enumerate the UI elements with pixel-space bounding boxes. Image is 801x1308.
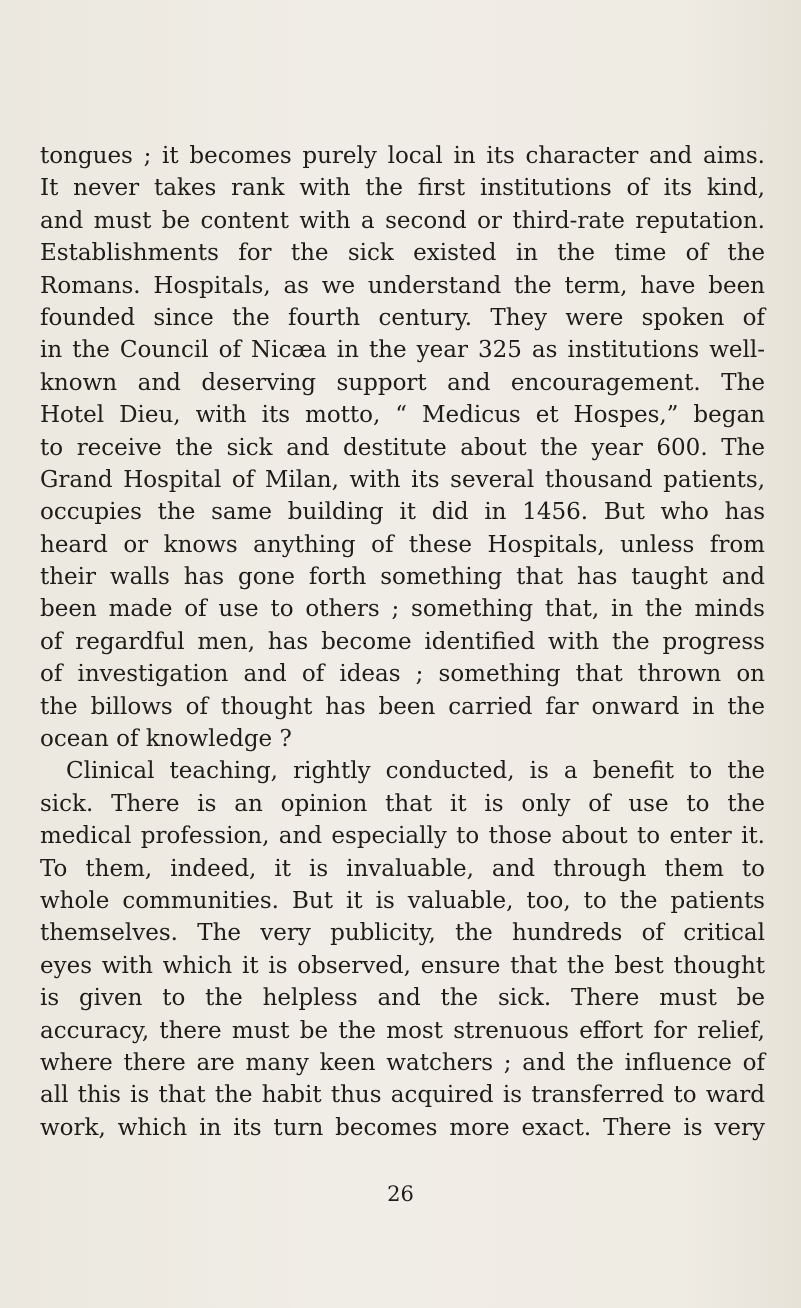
- text-line: It never takes rank with the first institutions of its kind,: [40, 175, 765, 202]
- page-number: 26: [387, 1182, 414, 1206]
- paragraph-start-line: Clinical teaching, rightly conducted, is a benefit to the: [66, 758, 765, 785]
- text-line: eyes with which it is observed, ensure that the best thought: [40, 952, 765, 979]
- text-line: founded since the fourth century. They were spoken of: [40, 304, 765, 331]
- text-line: work, which in its turn becomes more exact. There is very: [40, 1114, 765, 1141]
- text-line: the billows of thought has been carried far onward in the: [40, 693, 765, 720]
- text-line: Establishments for the sick existed in the time of the: [40, 240, 765, 267]
- text-line: Grand Hospital of Milan, with its several thousand patients,: [40, 466, 765, 493]
- text-line: tongues ; it becomes purely local in its character and aims.: [40, 143, 765, 169]
- text-line: been made of use to others ; something that, in the minds: [40, 596, 765, 623]
- text-line: Romans. Hospitals, as we understand the term, have been: [40, 272, 765, 299]
- paragraph-end-line: ocean of knowledge ?: [40, 726, 292, 753]
- text-line: heard or knows anything of these Hospitals, unless from: [40, 531, 765, 558]
- text-line: Hotel Dieu, with its motto, “ Medicus et Hospes,” began: [40, 402, 765, 429]
- text-line: medical profession, and especially to those about to enter it.: [40, 823, 765, 850]
- text-line: occupies the same building it did in 1456. But who has: [40, 499, 765, 526]
- text-line: themselves. The very publicity, the hundreds of critical: [40, 920, 765, 947]
- text-line: and must be content with a second or third-rate reputation.: [40, 207, 765, 234]
- text-line: where there are many keen watchers ; and the influence of: [40, 1049, 765, 1076]
- text-line: known and deserving support and encouragement. The: [40, 369, 765, 396]
- text-line: to receive the sick and destitute about the year 600. The: [40, 434, 765, 461]
- text-line: sick. There is an opinion that it is only of use to the: [40, 790, 765, 817]
- text-line: accuracy, there must be the most strenuous effort for relief,: [40, 1017, 765, 1044]
- text-line: all this is that the habit thus acquired is transferred to ward: [40, 1082, 765, 1109]
- body-text: [40, 140, 765, 1144]
- text-line: their walls has gone forth something that has taught and: [40, 564, 765, 591]
- text-line: in the Council of Nicæa in the year 325 as institutions well-: [40, 337, 765, 364]
- text-line: whole communities. But it is valuable, too, to the patients: [40, 887, 765, 914]
- text-line: is given to the helpless and the sick. There must be: [40, 985, 765, 1012]
- text-line: To them, indeed, it is invaluable, and through them to: [40, 855, 765, 882]
- text-line: of investigation and of ideas ; something that thrown on: [40, 661, 765, 688]
- text-line: of regardful men, has become identified with the progress: [40, 628, 765, 655]
